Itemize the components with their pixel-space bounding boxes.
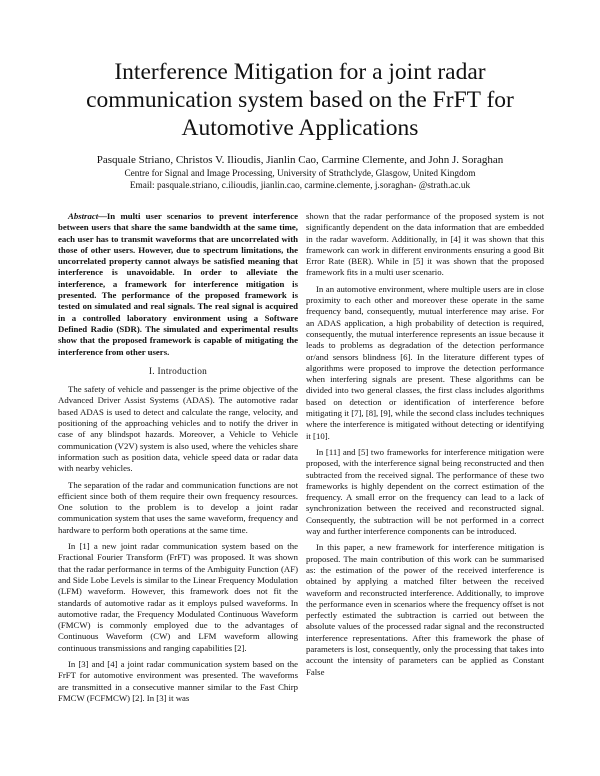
paragraph: In an automotive environment, where multiple users are in close proximity to each other and moreover these operate in the same frequency band, consequently, mutual interference may arise. For an ADAS application, a high probability of detection is required, consequently, the mutual interference represents an issue because it leads to problems as degradation of the detection performance or/and sensors blindness [6]. In the literature different types of algorithms were proposed to improve the detection performance when interfering signals are present. These algorithms can be divided into two general classes, the first class includes algorithms based on detection or identification of interference before mitigating it [7], [8], [9], while the second class includes techniques where the interference is mitigated without detecting or identifying it [10]. [306,283,544,441]
left-column [58,211,298,704]
paragraph: In [3] and [4] a joint radar communication system based on the FrFT for automotive environment was presented. The waveforms are transmitted in a consecutive manner similar to the Fast Chirp FMCW (FCFMCW) [2]. In [3] it was [58,658,298,703]
paragraph: In [1] a new joint radar communication system based on the Fractional Fourier Transform (FrFT) was proposed. It was shown that the radar performance in terms of the Ambiguity Function (AF) and Side Lobe Levels is similar to the Linear Frequency Modulation (LFM) waveform. However, this framework does not fit the standards of automotive radar as it employs pulsed waveforms. In automotive radar, the Frequency Modulated Continuous Waveform (FMCW) is commonly employed due to the advantages of Continuous Waveform (CW) and LFM waveform allowing continuous transmissions and ranging capabilities [2]. [58,541,298,653]
email-line: Email: pasquale.striano, c.ilioudis, jianlin.cao, carmine.clemente, j.soraghan- @strath.ac.uk [129,181,471,191]
abstract-text: —In multi user scenarios to prevent interference between users that share the same bandwidth at the same time, each user has to transmit waveforms that are uncorrelated with those of other users. However, due to spectrum limitations, the uncorrelated property cannot always be satisfied meaning that interference is unavoidable. In order to alleviate the interference, a framework for interference mitigation is presented. The performance of the proposed framework is tested on simulated and real signals. The real signal is acquired in a controlled laboratory environment using a Software Defined Radio (SDR). The simulated and experimental results show that the proposed framework is capable of mitigating the interference from other users. [58,211,298,357]
abstract-label: Abstract [68,211,99,221]
paragraph: In [11] and [5] two frameworks for interference mitigation were proposed, with the interference signal being reconstructed and then subtracted from the received signal. The performance of these two frameworks is highly dependent on the correct estimation of the frequency. A small error on the frequency can lead to a lack of synchronization between the received and reconstructed signal. Consequently, the subtraction will be not performed in a correct way and further interference components can be introduced. [306,446,544,537]
paper-title: Interference Mitigation for a joint radar communication system based on the FrFT for Automotive Applications [86,59,514,141]
affiliation-block [40,168,560,192]
right-column [306,211,544,678]
section-heading-introduction: I. Introduction [148,366,208,377]
paragraph: In this paper, a new framework for interference mitigation is proposed. The main contribution of this work can be summarised as: the estimation of the power of the received interference is obtained by applying a matched filter between the received waveform and reconstructed interference. Additionally, to improve the performance even in scenarios where the frequency offset is not perfectly estimated the subtraction is carried out between the absolute values of the processed radar signal and the reconstructed interference representations. After this framework the phase of parameters is lost, consequently, only the processing that takes into account the intensity of parameters can be applied as Constant False [306,542,544,677]
paragraph: shown that the radar performance of the proposed system is not significantly dependent on the data information that are embedded in the radar waveform. Additionally, in [4] it was shown that this framework can work in different environments ensuring a good Bit Error Rate (BER). While in [5] it was shown that the proposed framework fits in a multi user scenario. [306,211,544,278]
paragraph: The safety of vehicle and passenger is the prime objective of the Advanced Driver Assist Systems (ADAS). The automotive radar based ADAS is used to detect and calculate the range, velocity, and positioning of the approaching vehicles and to notify the driver in case of any blindspot hazards. Moreover, a Vehicle to Vehicle communication (V2V) system is also used, where the vehicles share information such as position data, vehicle speed data or radar data with nearby vehicles. [58,384,298,474]
paragraph: The separation of the radar and communication functions are not efficient since both of them require their own frequency resources. One solution to the problem is to develop a joint radar communication system that uses the same waveform, frequency and hardware to perform both operations at the same time. [58,479,298,535]
abstract [58,211,298,358]
author-list: Pasquale Striano, Christos V. Ilioudis, Jianlin Cao, Carmine Clemente, and John J. Soraghan [96,154,504,166]
affiliation: Centre for Signal and Image Processing, University of Strathclyde, Glasgow, United Kingdom [124,169,476,179]
